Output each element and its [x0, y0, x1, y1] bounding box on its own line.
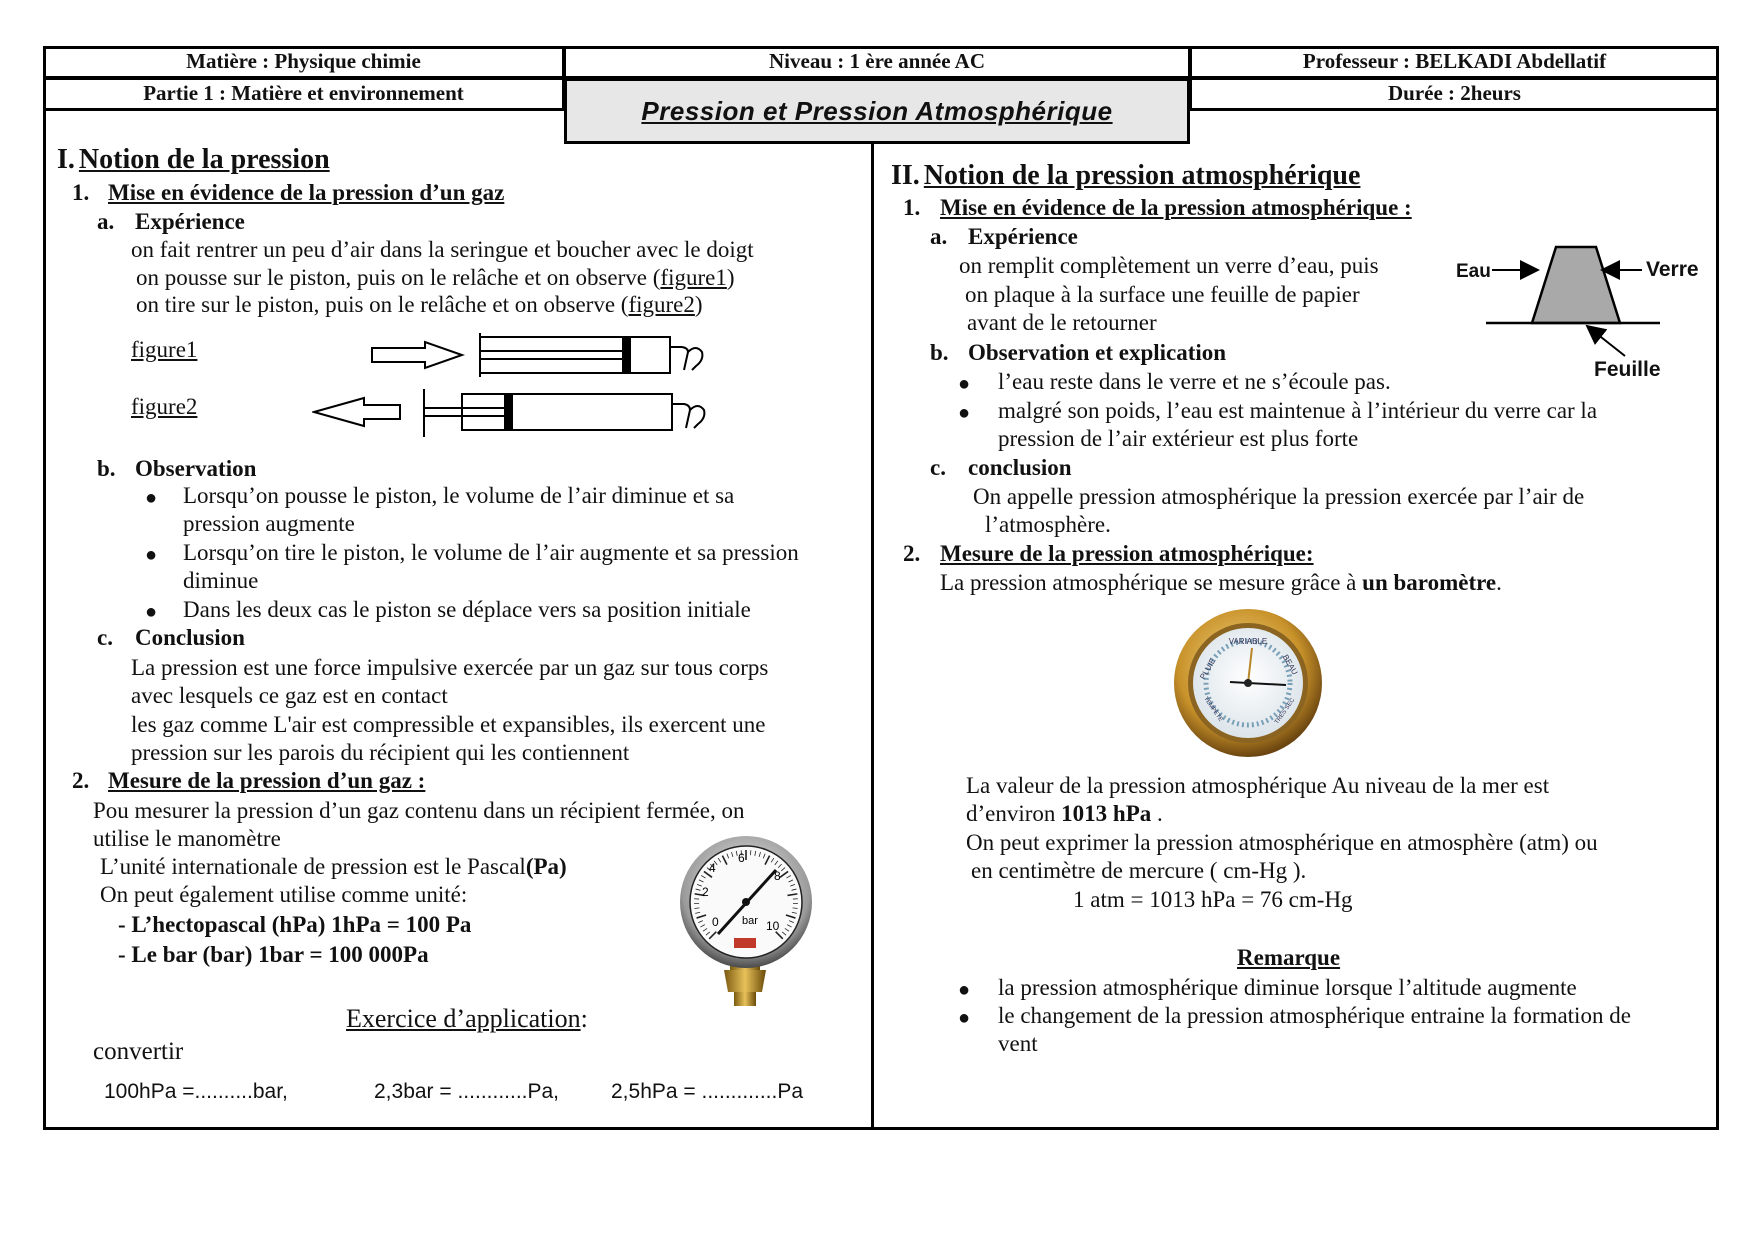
- baro-label-variable: VARIABLE: [1228, 637, 1268, 646]
- left-mes-line2: utilise le manomètre: [93, 826, 281, 851]
- right-exp-line2: on plaque à la surface une feuille de papier: [965, 282, 1360, 307]
- figure1-label: figure1: [131, 337, 198, 362]
- left-exp-line2: on pousse sur le piston, puis on le relâche et on observe (figure1): [136, 265, 735, 290]
- left-obs2-line1: Lorsqu’on tire le piston, le volume de l’air augmente et sa pression: [183, 540, 799, 565]
- baro-label-beau: BEAU: [1280, 653, 1300, 677]
- header-duree: Durée : 2heurs: [1190, 78, 1719, 110]
- left-obs1-line1: Lorsqu’on pousse le piston, le volume de l’air diminue et sa: [183, 483, 735, 508]
- left-s2-number: 2.: [72, 768, 90, 793]
- right-s2-title: Mesure de la pression atmosphérique:: [940, 541, 1314, 566]
- right-s1-number: 1.: [903, 195, 921, 220]
- left-c-letter: c.: [97, 625, 113, 650]
- left-c-title: Conclusion: [135, 625, 245, 650]
- baro-label-tres-sec: TRES SEC: [1274, 697, 1297, 726]
- right-b-title: Observation et explication: [968, 340, 1227, 365]
- gauge-tick-label: 8: [774, 869, 781, 883]
- left-obs2-line2: diminue: [183, 568, 259, 593]
- left-exp-line1: on fait rentrer un peu d’air dans la seringue et boucher avec le doigt: [131, 237, 754, 262]
- left-a-letter: a.: [97, 209, 115, 234]
- unit-hectopascal: - L’hectopascal (hPa) 1hPa = 100 Pa: [118, 912, 472, 937]
- bullet: ●: [145, 601, 158, 623]
- left-conc-line4: pression sur les parois du récipient qui les contiennent: [131, 740, 630, 765]
- left-mes-line3: L’unité internationale de pression est le Pascal(Pa): [100, 854, 567, 879]
- column-divider: [871, 144, 874, 1128]
- right-obs2-line2: pression de l’air extérieur est plus forte: [998, 426, 1359, 451]
- right-c-letter: c.: [930, 455, 946, 480]
- gauge-unit-label: bar: [742, 915, 758, 927]
- left-b-letter: b.: [97, 456, 116, 481]
- manometer-gauge-image: [662, 834, 830, 1010]
- right-val-line3: On peut exprimer la pression atmosphérique en atmosphère (atm) ou: [966, 830, 1598, 855]
- right-conc-line2: l’atmosphère.: [985, 512, 1111, 537]
- gauge-tick-label: 6: [738, 851, 745, 865]
- left-obs3: Dans les deux cas le piston se déplace vers sa position initiale: [183, 597, 751, 622]
- right-val-line2: d’environ 1013 hPa .: [966, 801, 1163, 826]
- left-s1-title: Mise en évidence de la pression d’un gaz: [108, 180, 505, 205]
- baro-label-pluie: PLUIE: [1198, 656, 1218, 682]
- right-b-letter: b.: [930, 340, 949, 365]
- bullet: ●: [145, 487, 158, 509]
- right-a-letter: a.: [930, 224, 948, 249]
- remarque-item-2-line2: vent: [998, 1031, 1038, 1056]
- diagram-label-verre: Verre: [1646, 258, 1699, 281]
- remarque-item-1: la pression atmosphérique diminue lorsque l’altitude augmente: [998, 975, 1577, 1000]
- left-b-title: Observation: [135, 456, 257, 481]
- barometer-image: [1168, 608, 1328, 758]
- left-conc-line2: avec lesquels ce gaz est en contact: [131, 683, 448, 708]
- header-matiere: Matière : Physique chimie: [43, 46, 564, 78]
- right-a-title: Expérience: [968, 224, 1078, 249]
- left-a-title: Expérience: [135, 209, 245, 234]
- right-exp-line3: avant de le retourner: [967, 310, 1157, 335]
- right-val-line1: La valeur de la pression atmosphérique Au niveau de la mer est: [966, 773, 1550, 798]
- bullet: ●: [145, 544, 158, 566]
- left-s1-number: 1.: [72, 180, 90, 205]
- exercise-item-3: 2,5hPa = .............Pa: [611, 1080, 804, 1103]
- baro-label-tempete: TEMPETE: [1202, 696, 1224, 723]
- left-section-heading: I. Notion de la pression: [57, 144, 330, 175]
- figure2-label: figure2: [131, 394, 198, 419]
- syringe-push-figure: [370, 330, 740, 380]
- right-mes-line: La pression atmosphérique se mesure grâce à un baromètre.: [940, 570, 1502, 595]
- exercise-item-2: 2,3bar = ............Pa,: [374, 1080, 560, 1103]
- right-val-conversion: 1 atm = 1013 hPa = 76 cm-Hg: [1073, 887, 1353, 912]
- header-professeur: Professeur : BELKADI Abdellatif: [1190, 46, 1719, 78]
- bullet: ●: [958, 1007, 971, 1029]
- right-obs1: l’eau reste dans le verre et ne s’écoule pas.: [998, 369, 1391, 394]
- right-s2-number: 2.: [903, 541, 921, 566]
- header-partie: Partie 1 : Matière et environnement: [43, 78, 564, 110]
- syringe-pull-figure: [312, 386, 742, 440]
- remarque-title: Remarque: [1237, 945, 1341, 970]
- page-title: Pression et Pression Atmosphérique: [564, 78, 1190, 144]
- left-exp-line3: on tire sur le piston, puis on le relâche et on observe (figure2): [136, 292, 703, 317]
- right-exp-line1: on remplit complètement un verre d’eau, puis: [959, 253, 1379, 278]
- left-mes-line1: Pou mesurer la pression d’un gaz contenu dans un récipient fermée, on: [93, 798, 745, 823]
- figure1-ref: figure1: [660, 265, 727, 290]
- header-divider-right: [1190, 108, 1719, 111]
- gauge-tick-label: 2: [702, 885, 709, 899]
- unit-bar: - Le bar (bar) 1bar = 100 000Pa: [118, 942, 429, 967]
- bullet: ●: [958, 402, 971, 424]
- exercise-instruction: convertir: [93, 1038, 184, 1065]
- remarque-item-2-line1: le changement de la pression atmosphérique entraine la formation de: [998, 1003, 1631, 1028]
- diagram-label-eau: Eau: [1456, 261, 1491, 282]
- header-divider-left: [43, 108, 564, 111]
- gauge-tick-label: 4: [709, 861, 716, 875]
- right-obs2-line1: malgré son poids, l’eau est maintenue à l’intérieur du verre car la: [998, 398, 1598, 423]
- exercise-item-1: 100hPa =..........bar,: [104, 1080, 288, 1103]
- header-niveau: Niveau : 1 ère année AC: [564, 46, 1190, 78]
- right-c-title: conclusion: [968, 455, 1072, 480]
- diagram-label-feuille: Feuille: [1594, 358, 1661, 381]
- right-s1-title: Mise en évidence de la pression atmosphérique :: [940, 195, 1412, 220]
- bullet: ●: [958, 979, 971, 1001]
- left-s2-title: Mesure de la pression d’un gaz :: [108, 768, 426, 793]
- left-obs1-line2: pression augmente: [183, 511, 355, 536]
- left-conc-line1: La pression est une force impulsive exercée par un gaz sur tous corps: [131, 655, 769, 680]
- right-section-heading: II. Notion de la pression atmosphérique: [891, 160, 1361, 191]
- gauge-tick-label: 10: [766, 919, 780, 933]
- right-conc-line1: On appelle pression atmosphérique la pression exercée par l’air de: [973, 484, 1585, 509]
- bullet: ●: [958, 373, 971, 395]
- exercise-heading: Exercice d’application:: [346, 1004, 588, 1033]
- left-mes-line4: On peut également utilise comme unité:: [100, 882, 468, 907]
- right-val-line4: en centimètre de mercure ( cm-Hg ).: [971, 858, 1307, 883]
- left-conc-line3: les gaz comme L'air est compressible et expansibles, ils exercent une: [131, 712, 766, 737]
- gauge-tick-label: 0: [712, 915, 719, 929]
- figure2-ref: figure2: [628, 292, 695, 317]
